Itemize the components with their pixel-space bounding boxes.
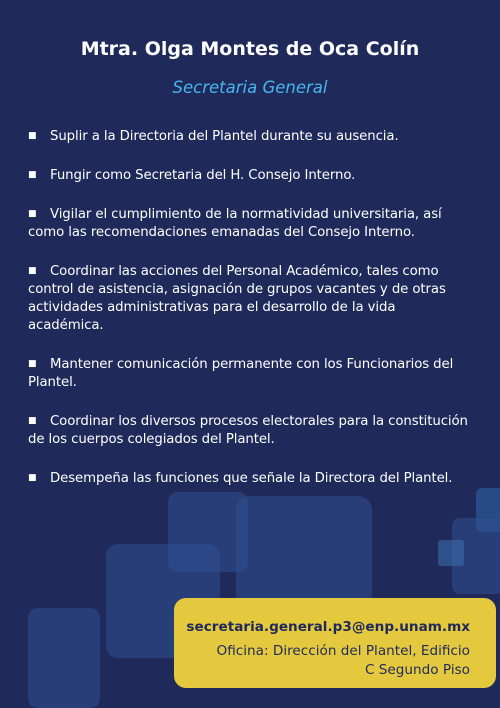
bullet-icon: ■ <box>28 359 37 369</box>
email-link[interactable]: secretaria.general.p3@enp.unam.mx <box>186 619 470 635</box>
office-line-1: Oficina: Dirección del Plantel, Edificio <box>216 643 470 659</box>
office-line-2: C Segundo Piso <box>364 662 470 678</box>
duty-text: Mantener comunicación permanente con los Funcionarios del Plantel. <box>28 357 454 390</box>
bullet-icon: ■ <box>28 416 37 426</box>
duty-text: Fungir como Secretaria del H. Consejo Interno. <box>50 168 356 183</box>
contact-box <box>174 598 496 688</box>
job-title: Secretaria General <box>172 78 328 97</box>
list-item <box>28 205 474 242</box>
list-item <box>28 412 474 449</box>
duty-text: Coordinar las acciones del Personal Académico, tales como control de asistencia, asignación de grupos vacantes y de otras actividades administrativas para el desarrollo de la vida académica. <box>28 264 446 333</box>
office-location <box>174 642 470 680</box>
bullet-icon: ■ <box>28 209 37 219</box>
duty-text: Desempeña las funciones que señale la Directora del Plantel. <box>50 471 453 486</box>
bullet-icon: ■ <box>28 473 37 483</box>
duty-text: Suplir a la Directoria del Plantel durante su ausencia. <box>50 129 399 144</box>
list-item <box>28 127 474 146</box>
person-name: Mtra. Olga Montes de Oca Colín <box>80 38 420 60</box>
list-item <box>28 469 474 488</box>
duties-list <box>28 127 474 508</box>
list-item <box>28 355 474 392</box>
bullet-icon: ■ <box>28 266 37 276</box>
duty-text: Vigilar el cumplimiento de la normatividad universitaria, así como las recomendaciones emanadas del Consejo Interno. <box>28 207 442 240</box>
bullet-icon: ■ <box>28 170 37 180</box>
list-item <box>28 166 474 185</box>
bullet-icon: ■ <box>28 131 37 141</box>
duty-text: Coordinar los diversos procesos electorales para la constitución de los cuerpos colegiados del Plantel. <box>28 414 468 447</box>
list-item <box>28 262 474 335</box>
